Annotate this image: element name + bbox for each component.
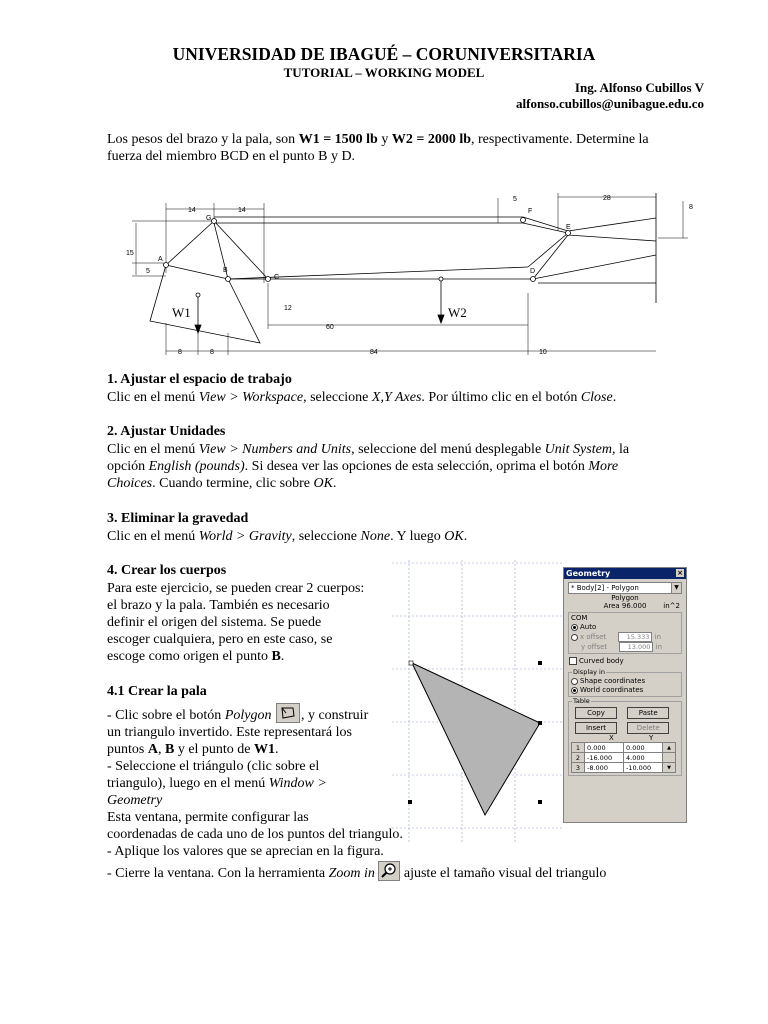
load-label-w1: W1 [172, 305, 191, 320]
chevron-down-icon[interactable]: ▼ [671, 583, 681, 593]
section-3-text: Clic en el menú World > Gravity, seleccione None. Y luego OK. [107, 529, 468, 544]
workspace-grid[interactable] [392, 560, 564, 842]
geometry-window [563, 567, 687, 823]
column-header-x: X [609, 734, 614, 742]
geometry-window-titlebar[interactable]: Geometry × [564, 568, 686, 579]
body-type: Polygon [611, 594, 639, 602]
x-cell[interactable]: -16.000 [585, 753, 624, 763]
polygon-tool-icon[interactable] [276, 703, 300, 723]
table-group: Table Copy Paste Insert Delete X Y 1 0.000 0.000 ▲ 2 -16.000 4.000 3 -8.000 -10.000 ▼ [568, 701, 682, 776]
dim-label: 12 [284, 305, 292, 312]
scroll-down-icon[interactable]: ▼ [663, 763, 676, 773]
y-cell[interactable]: 0.000 [624, 743, 663, 753]
point-label: F [528, 208, 533, 215]
point-label: C [274, 274, 280, 281]
section-4-text: Para este ejercicio, se pueden crear 2 cuerpos: el brazo y la pala. También es necesario definir el origen del sistema. Se puede escoger cualquiera, pero en este caso, se escoge como origen el punto B. [107, 581, 365, 664]
copy-button[interactable]: Copy [575, 707, 617, 719]
com-group [568, 612, 682, 654]
insert-button[interactable]: Insert [575, 722, 617, 734]
table-row: 1 0.000 0.000 ▲ [572, 743, 676, 753]
point-label: G [206, 215, 212, 222]
dim-label: 15 [126, 250, 134, 257]
dim-label: 10 [539, 349, 547, 356]
section-2-heading: 2. Ajustar Unidades [107, 424, 226, 439]
body-select[interactable]: * Body[2] - Polygon ▼ [568, 582, 682, 594]
section-3-heading: 3. Eliminar la gravedad [107, 511, 249, 526]
scrollbar-track[interactable] [663, 753, 676, 763]
point-label: E [566, 224, 571, 231]
point-label: D [530, 268, 536, 275]
dim-label: 14 [238, 207, 246, 214]
point-label: B [223, 267, 228, 274]
y-offset-row: y offset 13.000 in [581, 643, 663, 651]
dim-label: 60 [326, 324, 334, 331]
dim-label: 8 [210, 349, 214, 356]
x-offset-field[interactable]: 15.333 [618, 632, 652, 642]
point-label: A [158, 256, 163, 263]
scroll-up-icon[interactable]: ▲ [663, 743, 676, 753]
table-row: 2 -16.000 4.000 [572, 753, 676, 763]
section-4-1-heading: 4.1 Crear la pala [107, 684, 207, 699]
column-header-y: Y [649, 734, 654, 742]
dim-label: 8 [689, 204, 693, 211]
section-2-text: Clic en el menú View > Numbers and Units, seleccione del menú desplegable Unit System, la opción English (pounds). Si desea ver las opciones de esta selección, oprima el botón More Choices. Cuando termine, clic sobre OK. [107, 442, 630, 491]
section-4-1-text: - Clic sobre el botón Polygon , y construir un triangulo invertido. Este representará los puntos A, B y el punto de W1. - Seleccione el triángulo (clic sobre el triangulo), luego en el menú Window > Geometry Esta ventana, permite configurar las coordenadas de cada uno de los puntos del triangulo. - Aplique los valores que se aprecian en la figura. - Cierre la ventana. Con la herramienta Zoom in ajuste el tamaño visual del triangulo [107, 707, 606, 882]
dim-label: 5 [513, 196, 517, 203]
dim-label: 28 [603, 195, 611, 202]
mechanism-diagram [118, 183, 708, 363]
y-cell[interactable]: -10.000 [624, 763, 663, 773]
x-offset-row: x offset 15.333 in [571, 632, 679, 642]
area-readout: Area 96.000 in^2 [603, 602, 680, 610]
document-subtitle: TUTORIAL – WORKING MODEL [283, 65, 485, 80]
com-auto-radio[interactable]: Auto [571, 622, 679, 632]
zoom-in-icon[interactable] [378, 861, 400, 881]
section-1-heading: 1. Ajustar el espacio de trabajo [107, 372, 292, 387]
dim-label: 8 [178, 349, 182, 356]
author-email: alfonso.cubillos@unibague.edu.co [516, 96, 704, 111]
com-label: COM [571, 614, 588, 622]
display-group: Display in Shape coordinates World coordinates [568, 672, 682, 697]
delete-button: Delete [627, 722, 669, 734]
close-icon[interactable]: × [677, 569, 683, 577]
dim-label: 5 [146, 268, 150, 275]
dim-label: 84 [370, 349, 378, 356]
coordinates-table [571, 742, 676, 773]
x-cell[interactable]: -8.000 [585, 763, 624, 773]
triangle-shape[interactable] [412, 663, 540, 815]
y-offset-field[interactable]: 13.000 [619, 642, 653, 652]
paste-button[interactable]: Paste [627, 707, 669, 719]
section-1-text: Clic en el menú View > Workspace, seleccione X,Y Axes. Por último clic en el botón Close. [107, 390, 617, 405]
x-cell[interactable]: 0.000 [585, 743, 624, 753]
shape-coords-radio[interactable]: Shape coordinates [571, 677, 679, 686]
dim-label: 14 [188, 207, 196, 214]
table-row: 3 -8.000 -10.000 ▼ [572, 763, 676, 773]
y-cell[interactable]: 4.000 [624, 753, 663, 763]
problem-statement: Los pesos del brazo y la pala, son W1 = 1500 lb y W2 = 2000 lb, respectivamente. Determine la fuerza del miembro BCD en el punto B y D. [107, 132, 649, 164]
author-name: Ing. Alfonso Cubillos V [574, 80, 704, 95]
world-coords-radio[interactable]: World coordinates [571, 686, 679, 695]
curved-body-checkbox[interactable]: Curved body [564, 656, 686, 667]
document-title: UNIVERSIDAD DE IBAGUÉ – CORUNIVERSITARIA [172, 44, 596, 64]
load-label-w2: W2 [448, 305, 467, 320]
section-4-heading: 4. Crear los cuerpos [107, 563, 227, 578]
